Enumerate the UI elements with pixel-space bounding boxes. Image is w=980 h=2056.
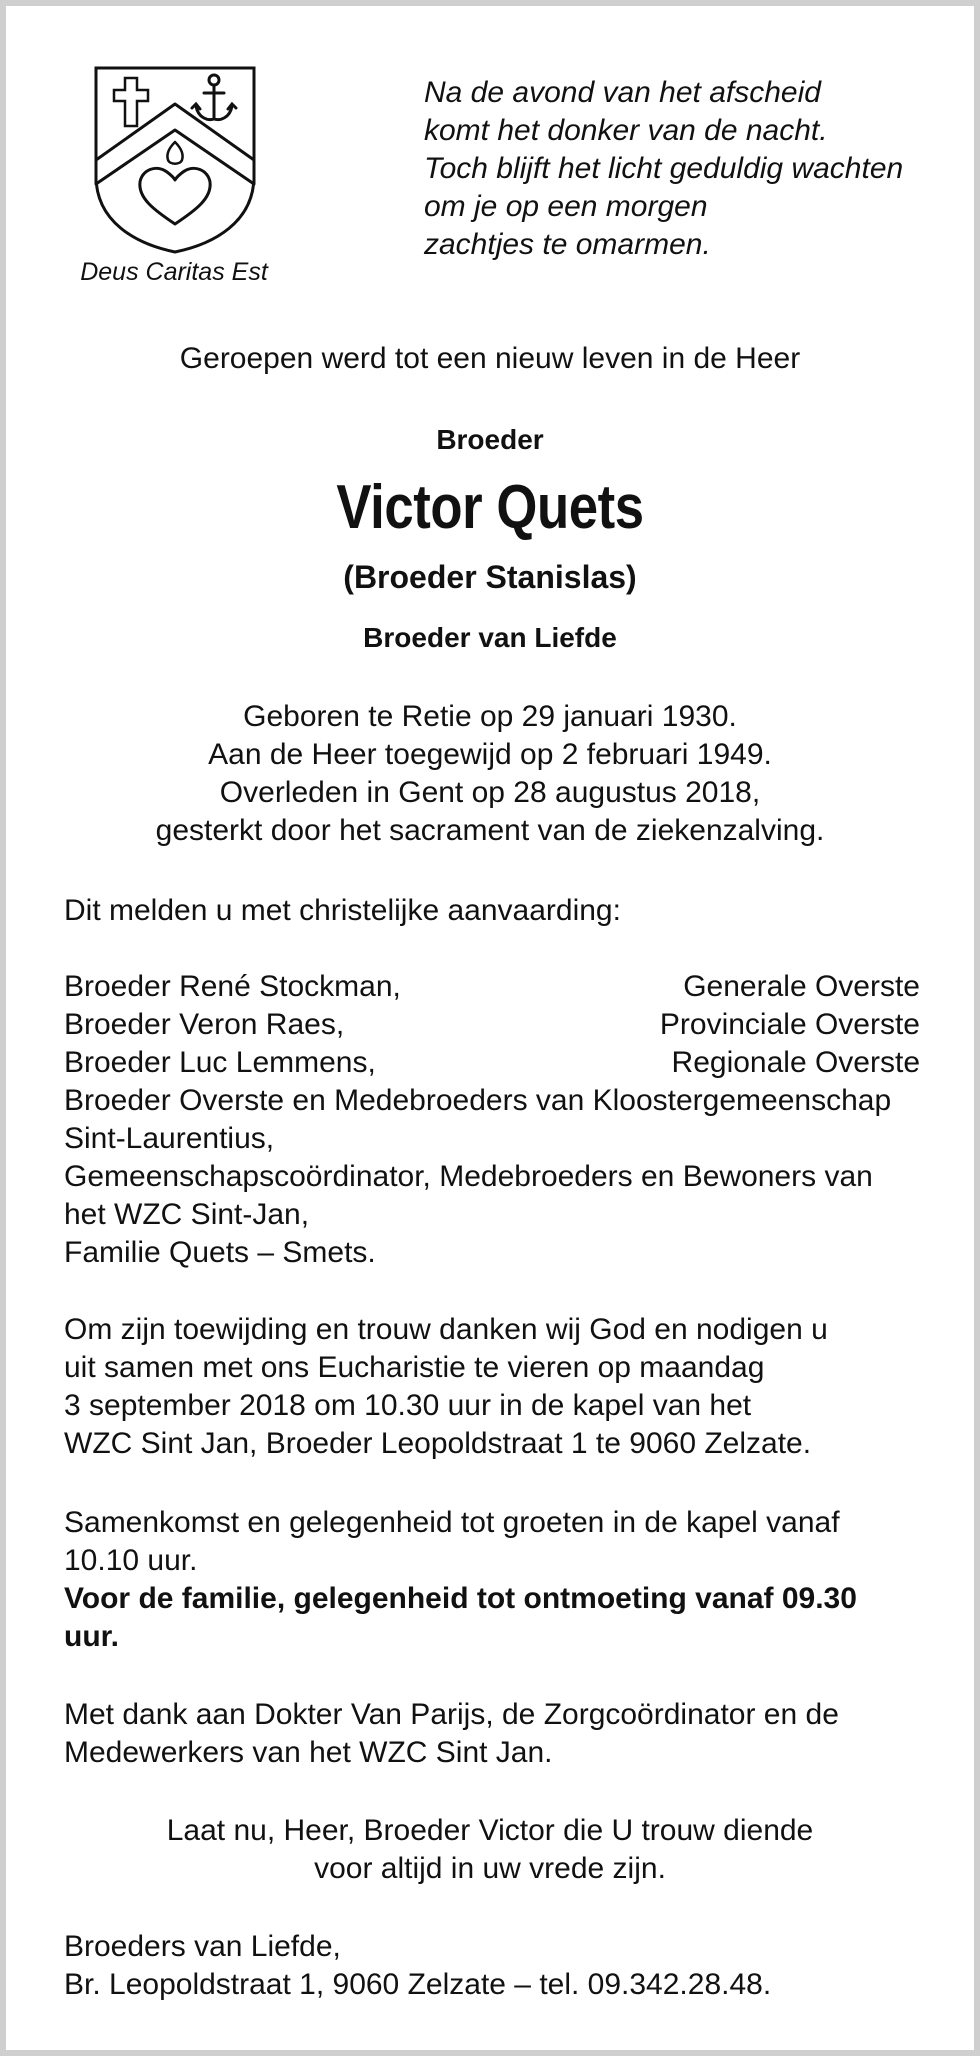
mourner-role: Provinciale Overste [659, 1008, 920, 1041]
thanks-line: Medewerkers van het WZC Sint Jan. [64, 1736, 553, 1769]
gathering-line: Samenkomst en gelegenheid tot groeten in de kapel vanaf [64, 1506, 840, 1539]
mourner-line: Gemeenschapscoördinator, Medebroeders en Bewoners van [64, 1160, 873, 1193]
prayer-line: voor altijd in uw vrede zijn. [314, 1852, 666, 1885]
mourner-line: Familie Quets – Smets. [64, 1236, 376, 1269]
mourner-line: Sint-Laurentius, [64, 1122, 275, 1155]
bio-line: Overleden in Gent op 28 augustus 2018, [219, 776, 761, 809]
gathering-details [64, 1504, 924, 1656]
service-details [64, 1311, 924, 1463]
poem [424, 74, 954, 264]
mourner-line: Broeder Overste en Medebroeders van Kloostergemeenschap [64, 1084, 892, 1117]
thanks-note [64, 1696, 924, 1772]
service-line: WZC Sint Jan, Broeder Leopoldstraat 1 te 9060 Zelzate. [64, 1427, 812, 1460]
poem-line: om je op een morgen [424, 190, 708, 223]
footer-organization: Broeders van Liefde, [64, 1930, 341, 1963]
mourner-row [64, 1006, 924, 1044]
crest-motto: Deus Caritas Est [80, 258, 268, 286]
family-gathering-line: Voor de familie, gelegenheid tot ontmoeting vanaf 09.30 [64, 1582, 857, 1615]
service-line: 3 september 2018 om 10.30 uur in de kapel van het [64, 1389, 752, 1422]
gathering-line: 10.10 uur. [64, 1544, 198, 1577]
intro-text: Geroepen werd tot een nieuw leven in de Heer [179, 342, 801, 375]
mourner-row [64, 1044, 924, 1082]
biography [6, 698, 974, 850]
announcement: Dit melden u met christelijke aanvaarding: [64, 894, 621, 927]
mourners-list [64, 968, 924, 1272]
bio-line: Geboren te Retie op 29 januari 1930. [243, 700, 737, 733]
poem-line: Na de avond van het afscheid [424, 76, 821, 109]
mourner-line: het WZC Sint-Jan, [64, 1198, 310, 1231]
service-line: uit samen met ons Eucharistie te vieren op maandag [64, 1351, 765, 1384]
mourner-role: Regionale Overste [671, 1046, 920, 1079]
mourner-name: Broeder Veron Raes, [64, 1008, 345, 1041]
mourner-row [64, 968, 924, 1006]
prayer-line: Laat nu, Heer, Broeder Victor die U trouw diende [166, 1814, 814, 1847]
footer-address: Br. Leopoldstraat 1, 9060 Zelzate – tel. 09.342.28.48. [64, 1968, 772, 2001]
service-line: Om zijn toewijding en trouw danken wij God en nodigen u [64, 1313, 828, 1346]
bio-line: Aan de Heer toegewijd op 2 februari 1949. [208, 738, 772, 771]
poem-line: zachtjes te omarmen. [424, 228, 711, 261]
thanks-line: Met dank aan Dokter Van Parijs, de Zorgcoördinator en de [64, 1698, 839, 1731]
religious-name: (Broeder Stanislas) [343, 559, 637, 595]
mourner-name: Broeder Luc Lemmens, [64, 1046, 376, 1079]
poem-line: komt het donker van de nacht. [424, 114, 828, 147]
bio-line: gesterkt door het sacrament van de ziekenzalving. [155, 814, 825, 847]
coat-of-arms-icon [92, 64, 258, 254]
deceased-title: Broeder [436, 424, 544, 455]
religious-order: Broeder van Liefde [363, 622, 617, 653]
mourner-role: Generale Overste [683, 970, 920, 1003]
poem-line: Toch blijft het licht geduldig wachten [424, 152, 904, 185]
contact-footer [64, 1928, 924, 2004]
closing-prayer [6, 1812, 974, 1888]
mourner-name: Broeder René Stockman, [64, 970, 401, 1003]
deceased-name: Victor Quets [336, 473, 644, 542]
family-gathering-line: uur. [64, 1620, 120, 1653]
